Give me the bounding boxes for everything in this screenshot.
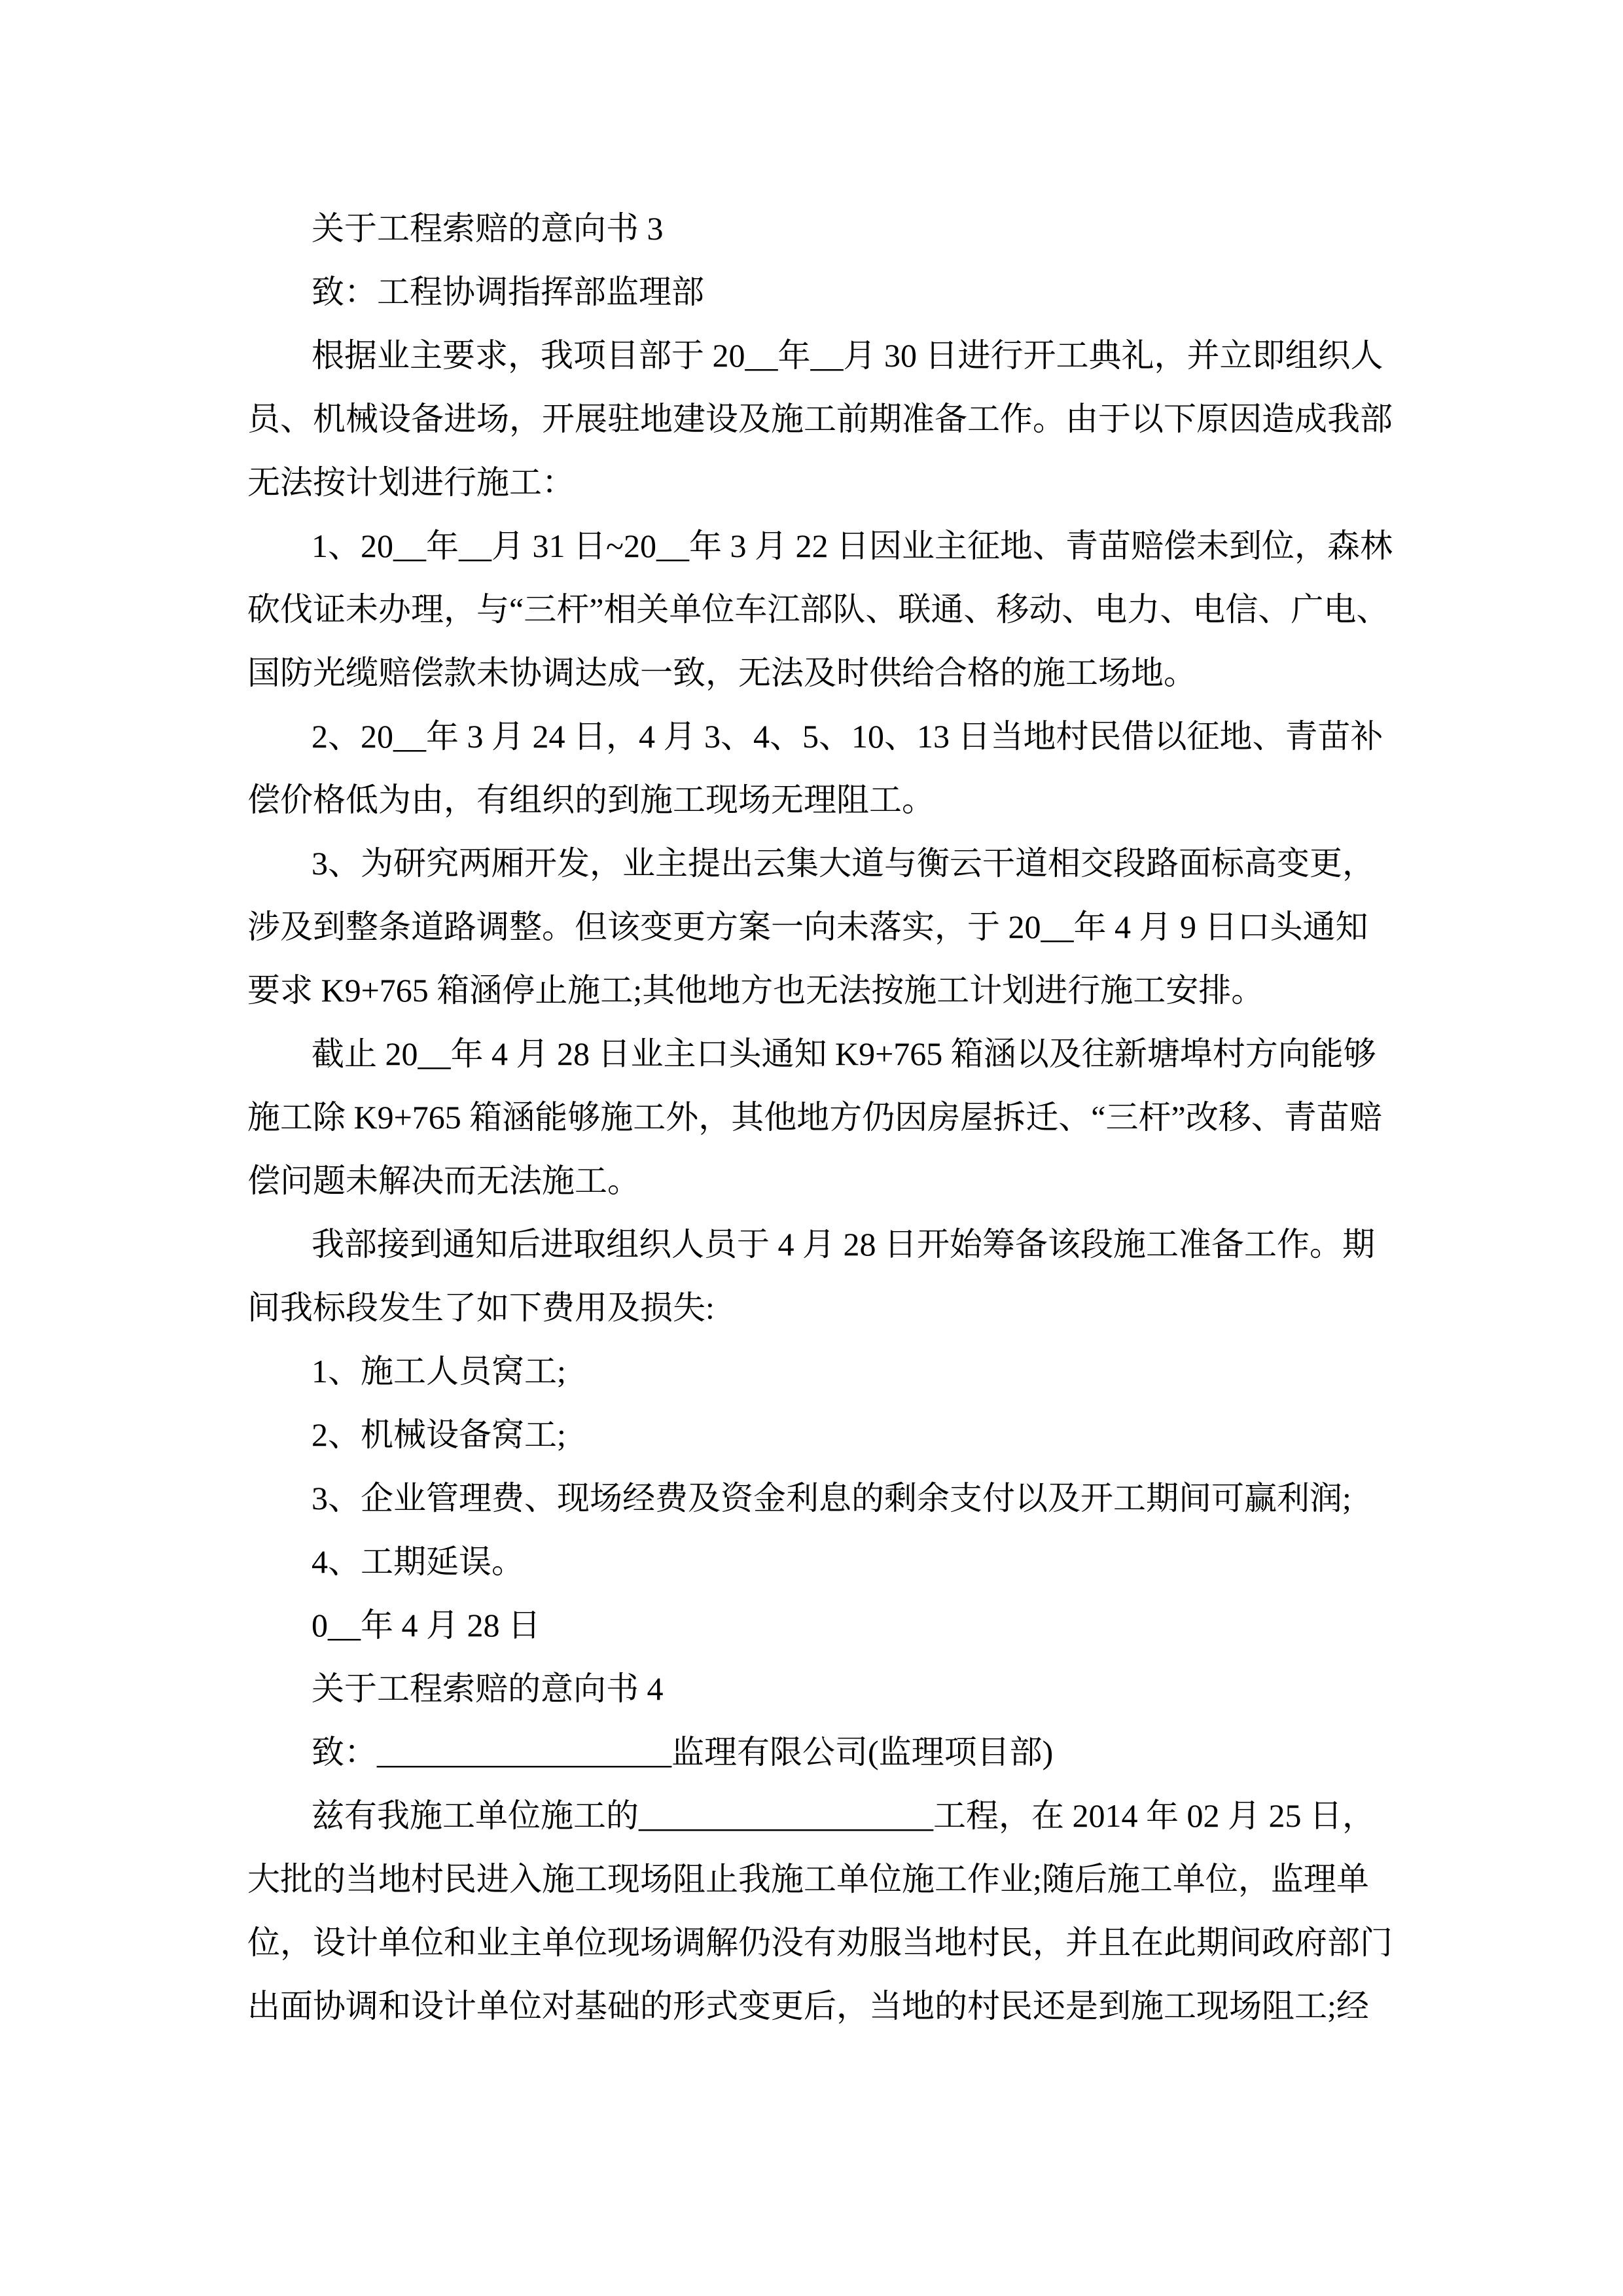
- doc-cost-item-1: 1、施工人员窝工;: [312, 1353, 566, 1390]
- doc-list-item-1: 1、20__年__月 31 日~20__年 3 月 22 日因业主征地、青苗赔偿未到位，森林: [312, 528, 1393, 564]
- doc-line: 国防光缆赔偿款未协调达成一致，无法及时供给合格的施工场地。: [247, 655, 1196, 691]
- doc-cost-item-3: 3、企业管理费、现场经费及资金利息的剩余支付以及开工期间可赢利润;: [312, 1480, 1351, 1516]
- doc-list-item-3: 3、为研究两厢开发，业主提出云集大道与衡云干道相交段路面标高变更，: [312, 845, 1375, 882]
- doc-line: 兹有我施工单位施工的__________________工程，在 2014 年 02 月 25 日，: [312, 1797, 1375, 1834]
- doc-title-4: 关于工程索赔的意向书 4: [312, 1670, 664, 1707]
- doc-line: 偿价格低为由，有组织的到施工现场无理阻工。: [247, 781, 935, 818]
- doc-line: 根据业主要求，我项目部于 20__年__月 30 日进行开工典礼，并立即组织人: [312, 337, 1383, 374]
- doc-line: 大批的当地村民进入施工现场阻止我施工单位施工作业;随后施工单位，监理单: [247, 1861, 1369, 1897]
- doc-line: 位，设计单位和业主单位现场调解仍没有劝服当地村民，并且在此期间政府部门: [247, 1924, 1393, 1961]
- doc-line: 要求 K9+765 箱涵停止施工;其他地方也无法按施工计划进行施工安排。: [247, 972, 1264, 1009]
- doc-line: 砍伐证未办理，与“三杆”相关单位车江部队、联通、移动、电力、电信、广电、: [247, 591, 1389, 628]
- doc-line: 员、机械设备进场，开展驻地建设及施工前期准备工作。由于以下原因造成我部: [247, 401, 1393, 437]
- doc-cost-item-2: 2、机械设备窝工;: [312, 1416, 566, 1453]
- doc-line: 间我标段发生了如下费用及损失:: [247, 1289, 715, 1326]
- doc-line: 偿问题未解决而无法施工。: [247, 1162, 640, 1199]
- doc-line: 施工除 K9+765 箱涵能够施工外，其他地方仍因房屋拆迁、“三杆”改移、青苗赔: [247, 1099, 1382, 1136]
- doc-cost-item-4: 4、工期延误。: [312, 1543, 524, 1580]
- doc-date-line: 0__年 4 月 28 日: [312, 1607, 541, 1643]
- doc-line-salutation: 致：__________________监理有限公司(监理项目部): [312, 1734, 1054, 1770]
- doc-list-item-2: 2、20__年 3 月 24 日，4 月 3、4、5、10、13 日当地村民借以征地、青苗补: [312, 718, 1383, 755]
- doc-line: 截止 20__年 4 月 28 日业主口头通知 K9+765 箱涵以及往新塘埠村方向能够: [312, 1035, 1376, 1072]
- doc-line: 出面协调和设计单位对基础的形式变更后，当地的村民还是到施工现场阻工;经: [247, 1988, 1369, 2024]
- doc-line: 无法按计划进行施工：: [247, 464, 575, 501]
- document-text-block: [247, 197, 1393, 2038]
- doc-line: 我部接到通知后进取组织人员于 4 月 28 日开始筹备该段施工准备工作。期: [312, 1226, 1375, 1263]
- doc-line: 涉及到整条道路调整。但该变更方案一向未落实，于 20__年 4 月 9 日口头通知: [247, 908, 1368, 945]
- doc-line-salutation: 致：工程协调指挥部监理部: [312, 274, 704, 310]
- doc-title-3: 关于工程索赔的意向书 3: [312, 210, 664, 247]
